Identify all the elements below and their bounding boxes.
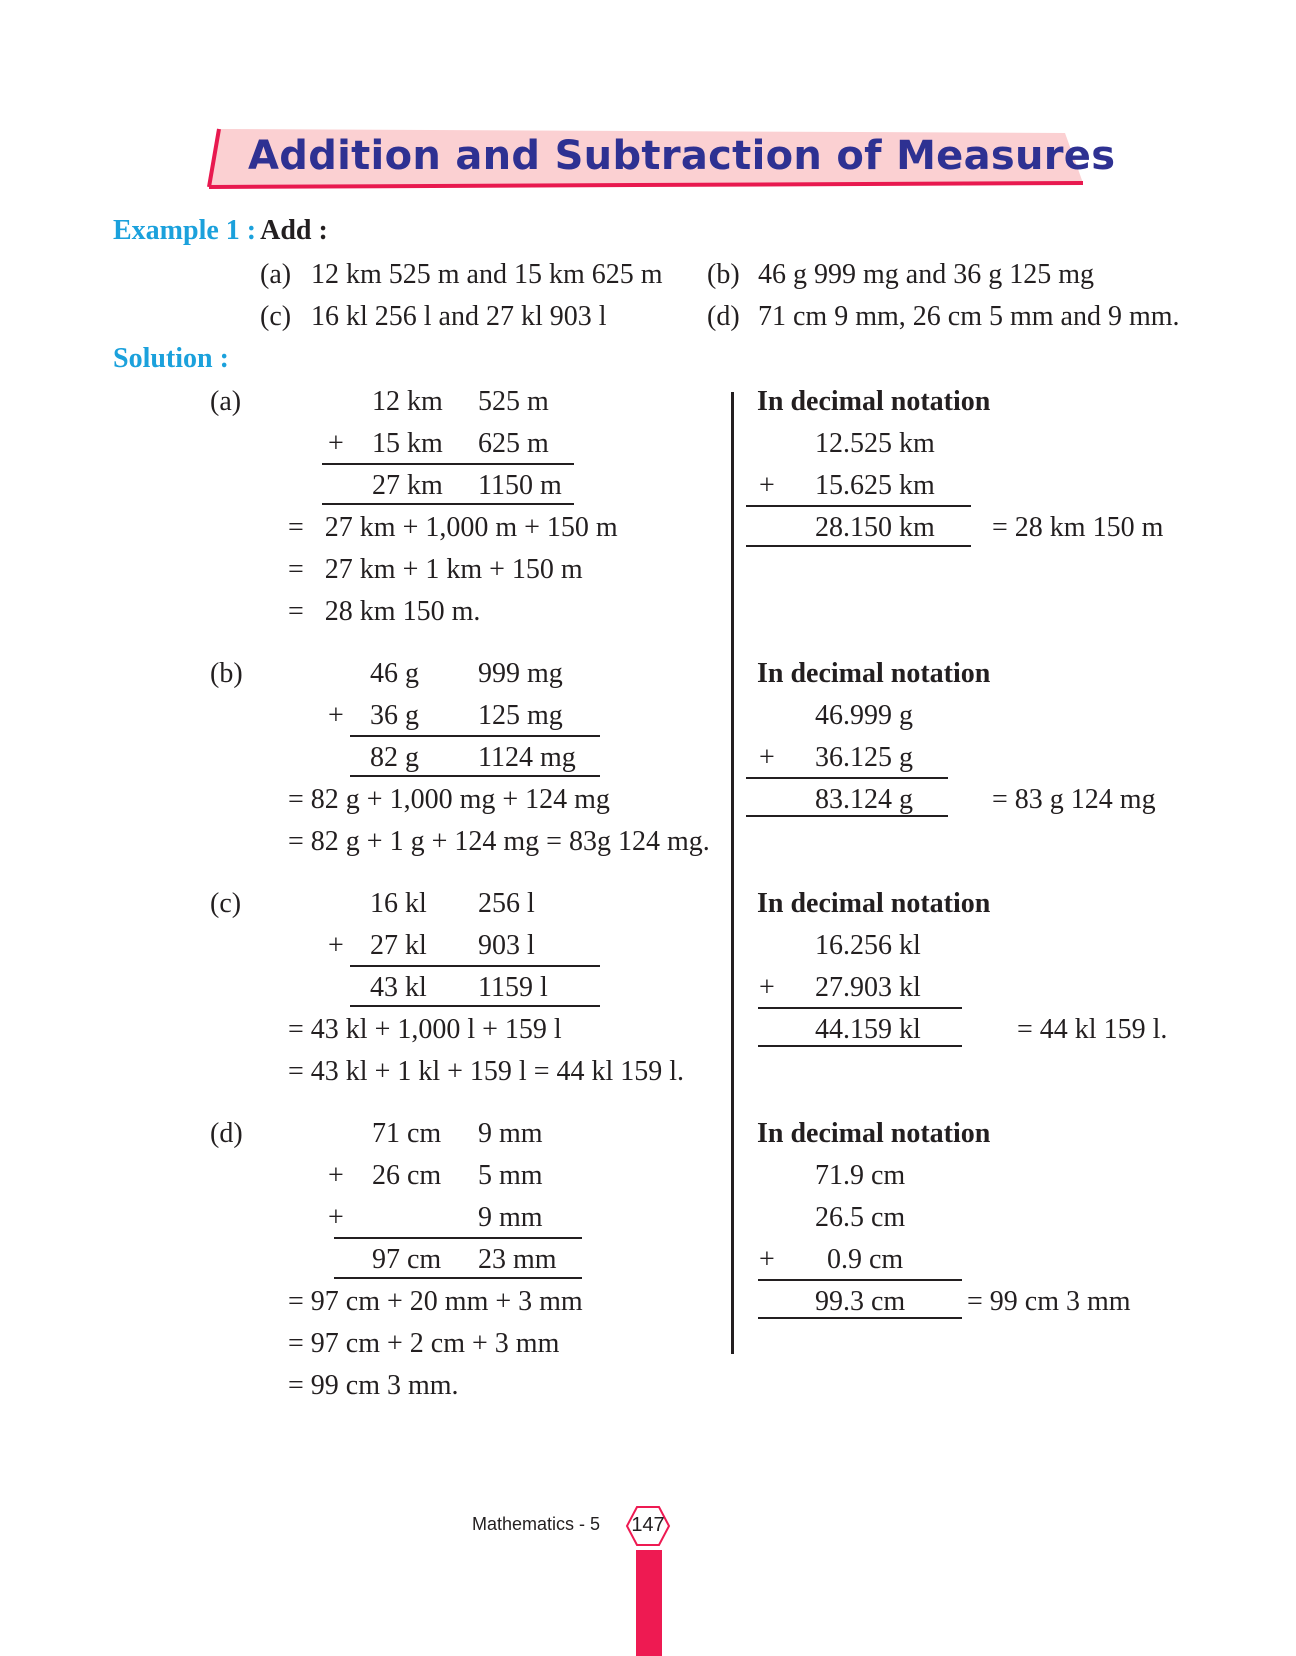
part-b-line-2: [350, 775, 600, 777]
part-d-dec-plus: +: [759, 1244, 775, 1275]
part-b-r1-c2: 999 mg: [478, 658, 563, 689]
page-title: Addition and Subtraction of Measures: [248, 133, 1116, 179]
part-d-step-1: = 97 cm + 20 mm + 3 mm: [288, 1286, 583, 1317]
part-b-sum-c1: 82 g: [370, 742, 419, 773]
part-a-dec-plus: +: [759, 470, 775, 501]
part-a-sum-c1: 27 km: [372, 470, 443, 501]
part-d-plus-2: +: [328, 1202, 344, 1233]
part-b-r1-c1: 46 g: [370, 658, 419, 689]
part-b-r2-c1: 36 g: [370, 700, 419, 731]
part-d-plus-1: +: [328, 1160, 344, 1191]
part-d-r1-c1: 71 cm: [372, 1118, 442, 1149]
part-a-step-2: = 27 km + 1 km + 150 m: [288, 554, 583, 585]
part-a-dec-line-2: [746, 545, 971, 547]
part-c-dec-heading: In decimal notation: [757, 888, 991, 919]
part-d-dec-line-2: [758, 1317, 962, 1319]
part-a-dec-2: 15.625 km: [815, 470, 935, 501]
part-b-dec-heading: In decimal notation: [757, 658, 991, 689]
part-a-step-1: = 27 km + 1,000 m + 150 m: [288, 512, 618, 543]
part-d-dec-result: = 99 cm 3 mm: [967, 1286, 1131, 1317]
example-label: Example 1 :: [113, 215, 257, 246]
part-a-plus: +: [328, 428, 344, 459]
part-d-r2-c2: 5 mm: [478, 1160, 543, 1191]
part-a-r2-c1: 15 km: [372, 428, 443, 459]
part-d-step-3: = 99 cm 3 mm.: [288, 1370, 459, 1401]
page-tab-bar: [636, 1550, 662, 1656]
part-b-dec-sum: 83.124 g: [815, 784, 913, 815]
part-d-dec-line-1: [758, 1279, 962, 1281]
part-b-step-2: = 82 g + 1 g + 124 mg = 83g 124 mg.: [288, 826, 710, 857]
part-c-r2-c1: 27 kl: [370, 930, 427, 961]
part-c-step-1: = 43 kl + 1,000 l + 159 l: [288, 1014, 562, 1045]
part-b-sum-c2: 1124 mg: [478, 742, 576, 773]
part-d-dec-heading: In decimal notation: [757, 1118, 991, 1149]
example-item-b-tag: (b): [707, 259, 740, 290]
example-heading: [113, 214, 328, 248]
part-d-line-1: [334, 1237, 582, 1239]
part-a-tag: (a): [210, 386, 242, 417]
part-d-r1-c2: 9 mm: [478, 1118, 543, 1149]
part-d-sum-c2: 23 mm: [478, 1244, 557, 1275]
part-c-r2-c2: 903 l: [478, 930, 535, 961]
part-c-dec-result: = 44 kl 159 l.: [1017, 1014, 1168, 1045]
part-b-tag: (b): [210, 658, 243, 689]
part-b-step-1: = 82 g + 1,000 mg + 124 mg: [288, 784, 610, 815]
part-d-r3-c2: 9 mm: [478, 1202, 543, 1233]
part-c-r1-c1: 16 kl: [370, 888, 427, 919]
part-c-dec-sum: 44.159 kl: [815, 1014, 921, 1045]
part-d-dec-3: 0.9 cm: [827, 1244, 904, 1275]
column-divider: [731, 392, 734, 1354]
part-a-dec-result: = 28 km 150 m: [992, 512, 1164, 543]
part-c-tag: (c): [210, 888, 242, 919]
page-number: 147: [631, 1514, 665, 1536]
part-b-dec-line-1: [746, 777, 948, 779]
part-b-line-1: [350, 735, 600, 737]
part-d-dec-2: 26.5 cm: [815, 1202, 906, 1233]
part-b-dec-line-2: [746, 815, 948, 817]
part-b-dec-1: 46.999 g: [815, 700, 913, 731]
part-d-sum-c1: 97 cm: [372, 1244, 442, 1275]
example-item-d-tag: (d): [707, 301, 740, 332]
part-a-dec-heading: In decimal notation: [757, 386, 991, 417]
example-item-b-text: 46 g 999 mg and 36 g 125 mg: [758, 259, 1094, 290]
part-b-dec-result: = 83 g 124 mg: [992, 784, 1156, 815]
part-d-dec-1: 71.9 cm: [815, 1160, 906, 1191]
part-d-dec-sum: 99.3 cm: [815, 1286, 906, 1317]
example-word: Add :: [260, 215, 328, 246]
part-c-dec-2: 27.903 kl: [815, 972, 921, 1003]
part-c-sum-c2: 1159 l: [478, 972, 548, 1003]
part-a-step-3: = 28 km 150 m.: [288, 596, 481, 627]
part-a-r2-c2: 625 m: [478, 428, 549, 459]
part-b-r2-c2: 125 mg: [478, 700, 563, 731]
part-a-line-1: [322, 463, 574, 465]
part-c-dec-1: 16.256 kl: [815, 930, 921, 961]
part-b-dec-2: 36.125 g: [815, 742, 913, 773]
part-b-dec-plus: +: [759, 742, 775, 773]
footer-subject: Mathematics - 5: [472, 1514, 601, 1534]
part-c-dec-line-2: [758, 1045, 962, 1047]
example-item-a-tag: (a): [260, 259, 292, 290]
example-item-a-text: 12 km 525 m and 15 km 625 m: [311, 259, 663, 290]
example-item-c-tag: (c): [260, 301, 292, 332]
solution-label: Solution :: [113, 343, 229, 374]
example-item-c-text: 16 kl 256 l and 27 kl 903 l: [311, 301, 607, 332]
part-c-dec-line-1: [758, 1007, 962, 1009]
part-d-r2-c1: 26 cm: [372, 1160, 442, 1191]
part-a-dec-sum: 28.150 km: [815, 512, 935, 543]
part-a-r1-c2: 525 m: [478, 386, 549, 417]
part-c-sum-c1: 43 kl: [370, 972, 427, 1003]
part-d-line-2: [334, 1277, 582, 1279]
part-a-dec-line-1: [746, 505, 971, 507]
part-c-r1-c2: 256 l: [478, 888, 535, 919]
part-b-plus: +: [328, 700, 344, 731]
part-a-line-2: [322, 503, 574, 505]
part-c-line-1: [350, 965, 600, 967]
part-a-r1-c1: 12 km: [372, 386, 443, 417]
part-a-dec-1: 12.525 km: [815, 428, 935, 459]
part-c-plus: +: [328, 930, 344, 961]
part-a-sum-c2: 1150 m: [478, 470, 562, 501]
part-d-tag: (d): [210, 1118, 243, 1149]
part-d-step-2: = 97 cm + 2 cm + 3 mm: [288, 1328, 560, 1359]
part-c-dec-plus: +: [759, 972, 775, 1003]
part-c-step-2: = 43 kl + 1 kl + 159 l = 44 kl 159 l.: [288, 1056, 685, 1087]
example-item-d-text: 71 cm 9 mm, 26 cm 5 mm and 9 mm.: [758, 301, 1180, 332]
part-c-line-2: [350, 1005, 600, 1007]
